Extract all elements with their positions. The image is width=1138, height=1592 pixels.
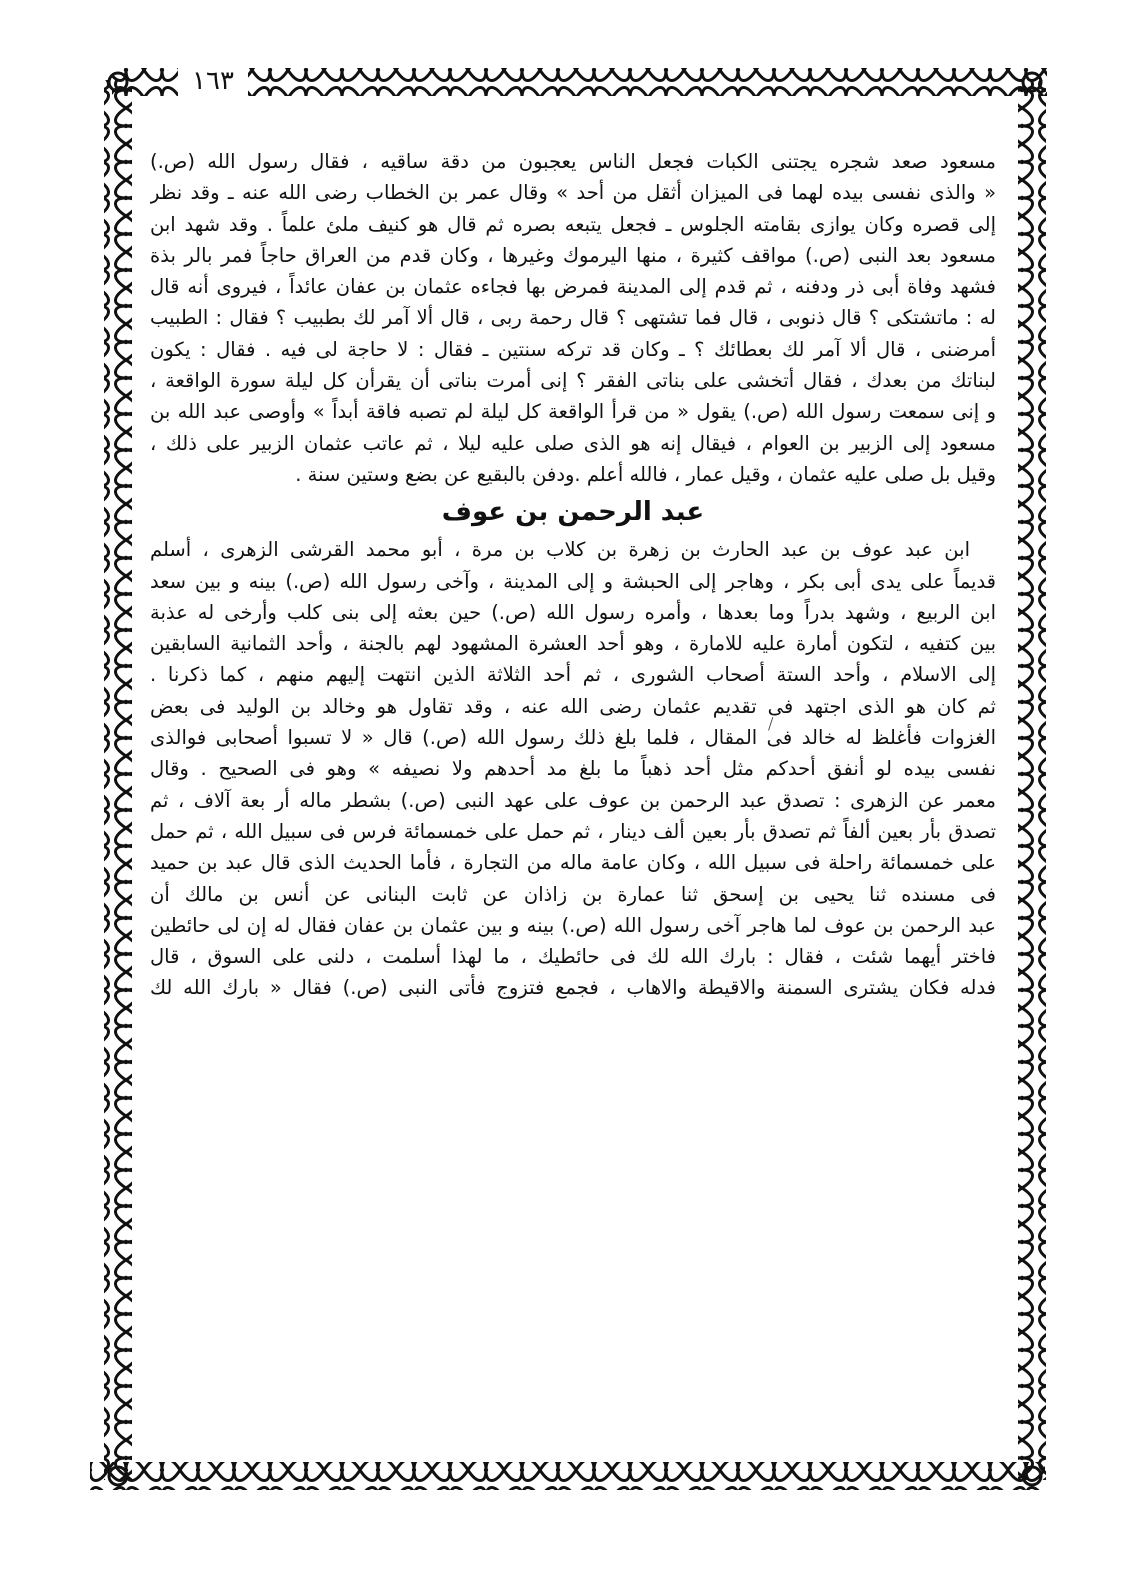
text-line: فشهد وفاة أبى ذر ودفنه ، ثم قدم إلى المدينة فمرض بها فجاءه عثمان بن عفان عائداً ، فيروى أنه قال — [150, 275, 996, 299]
text-line: فاختر أيهما شئت ، فقال : بارك الله لك فى حائطيك ، ما لهذا أسلمت ، دلنى على السوق ، قال — [150, 945, 996, 969]
page-number: ١٦٣ — [178, 64, 248, 98]
text-line: فى مسنده ثنا يحيى بن إسحق ثنا عمارة بن زاذان عن ثابت البنانى عن أنس بن مالك أن — [150, 882, 996, 906]
text-line: له : ماتشتكى ؟ قال ذنوبى ، قال فما تشتهى ؟ قال رحمة ربى ، قال ألا آمر لك بطبيب ؟ فقال : الطبيب — [150, 306, 996, 330]
text-line: عبد الرحمن بن عوف لما هاجر آخى رسول الله (ص.) بينه و بين عثمان بن عفان فقال له إن لى حائطين — [150, 913, 996, 937]
text-line: تصدق بأر بعين ألفاً ثم تصدق بأر بعين ألف دينار ، ثم حمل على خمسمائة فرس فى سبيل الله ، ثم حمل — [150, 819, 996, 843]
border-top — [112, 68, 1047, 96]
text-line: وقيل بل صلى عليه عثمان ، وقيل عمار ، فالله أعلم .ودفن بالبقيع عن بضع وستين سنة . — [295, 462, 996, 486]
text-line: بين كتفيه ، لتكون أمارة عليه للامارة ، وهو أحد العشرة المشهود لهم بالجنة ، وأحد الثمانية السابقين — [150, 632, 996, 656]
text-line: نفسى بيده لو أنفق أحدكم مثل أحد ذهباً ما بلغ مد أحدهم ولا نصيفه » وهو فى الصحيح . وقال — [150, 757, 996, 781]
text-line: مسعود صعد شجره يجتنى الكبات فجعل الناس يعجبون من دقة ساقيه ، فقال رسول الله (ص.) — [150, 150, 996, 173]
text-line: ابن عبد عوف بن عبد الحارث بن زهرة بن كلاب بن مرة ، أبو محمد القرشى الزهرى ، أسلم — [150, 538, 970, 562]
text-line: لبناتك من بعدك ، فقال أتخشى على بناتى الفقر ؟ إنى أمرت بناتى أن يقرأن كل ليلة سورة الواقعة ، — [150, 369, 996, 393]
text-line: على خمسمائة راحلة فى سبيل الله ، وكان عامة ماله من التجارة ، فأما الحديث الذى قال عبد بن حميد — [150, 851, 996, 875]
text-line: « والذى نفسى بيده لهما فى الميزان أثقل من أحد » وقال عمر بن الخطاب رضى الله عنه ـ وقد نظر — [150, 181, 996, 205]
text-line: قديماً على يدى أبى بكر ، وهاجر إلى الحبشة و إلى المدينة ، وآخى رسول الله (ص.) بينه و بين سعد — [150, 569, 996, 593]
text-line: الغزوات فأغلظ له خالد فى المقال ، فلما بلغ ذلك رسول الله (ص.) قال « لا تسبوا أصحابى فوالذى — [150, 726, 996, 750]
text-line: مسعود بعد النبى (ص.) مواقف كثيرة ، منها اليرموك وغيرها ، وكان قدم من العراق حاجاً فمر بالر بذة — [150, 243, 996, 267]
border-right — [1018, 80, 1046, 1480]
text-line: أمرضنى ، قال ألا آمر لك بعطائك ؟ ـ وكان قد تركه سنتين ـ فقال : لا حاجة لى فيه . فقال : يكون — [150, 337, 996, 361]
text-line: ابن الربيع ، وشهد بدراً وما بعدها ، وأمره رسول الله (ص.) حين بعثه إلى بنى كلب وأرخى له عذبة — [150, 600, 996, 624]
text-line: معمر عن الزهرى : تصدق عبد الرحمن بن عوف على عهد النبى (ص.) بشطر ماله أر بعة آلاف ، ثم — [150, 788, 996, 812]
text-line: مسعود إلى الزبير بن العوام ، فيقال إنه هو الذى صلى عليه ليلا ، ثم عاتب عثمان الزبير على ذلك ، — [150, 431, 996, 455]
text-line: ثم كان هو الذى اجتهد فى تقديم عثمان رضى الله عنه ، وقد تقاول هو وخالد بن الوليد فى بعض — [150, 694, 996, 718]
text-line: إلى قصره وكان يوازى بقامته الجلوس ـ فجعل يتبعه بصره ثم قال هو كنيف ملئ علماً . وقد شهد ابن — [150, 212, 996, 236]
text-line: و إنى سمعت رسول الله (ص.) يقول « من قرأ الواقعة كل ليلة لم تصبه فاقة أبداً » وأوصى عبد الله بن — [150, 400, 996, 424]
border-left — [104, 80, 132, 1480]
body-text — [150, 146, 996, 1482]
section-heading: عبد الرحمن بن عوف — [441, 497, 705, 528]
text-line: فدله فكان يشترى السمنة والاقيطة والاهاب ، فجمع فتزوج فأتى النبى (ص.) فقال « بارك الله لك — [150, 976, 996, 1000]
text-line: إلى الاسلام ، وأحد الستة أصحاب الشورى ، ثم أحد الثلاثة الذين انتهت إليهم منهم ، كما ذكرنا . — [150, 663, 996, 687]
